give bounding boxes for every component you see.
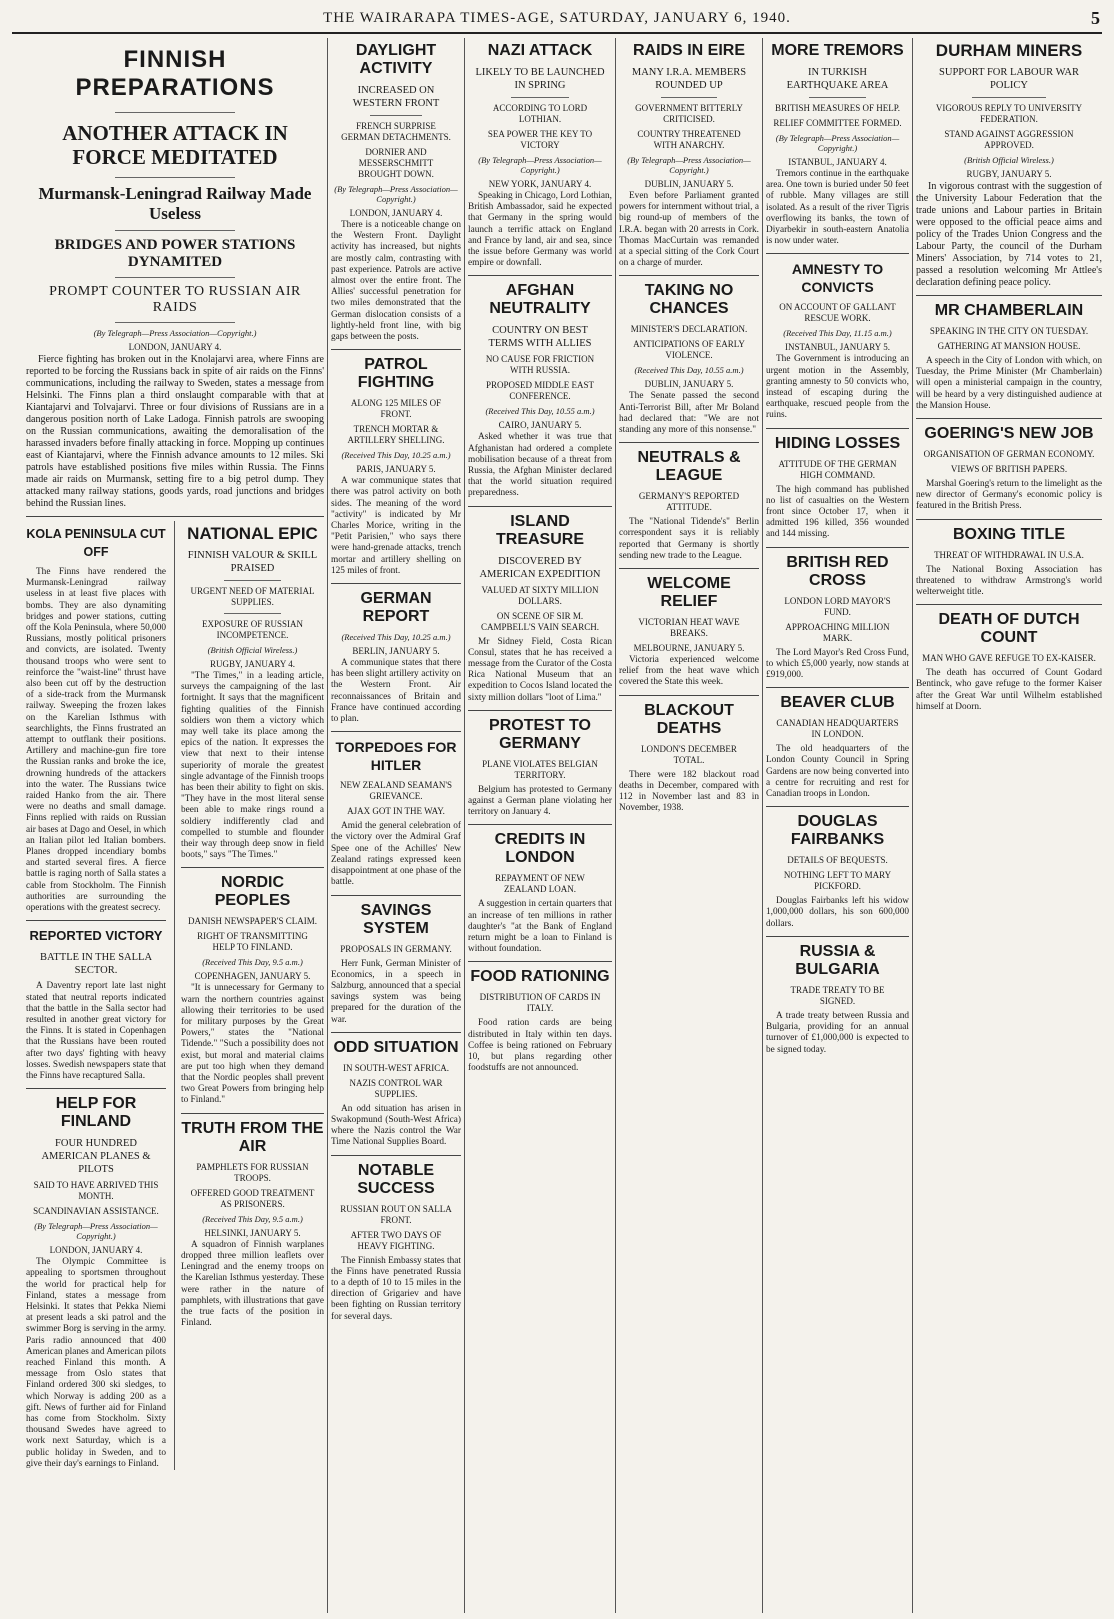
- article-subheadline: URGENT NEED OF MATERIAL SUPPLIES.: [190, 586, 315, 607]
- divider: [115, 177, 234, 178]
- credit-line: (By Telegraph—Press Association—Copyright.): [627, 155, 751, 175]
- article-headline: BLACKOUT DEATHS: [644, 701, 734, 737]
- divider: [115, 277, 234, 278]
- article-headline: AFGHAN NEUTRALITY: [489, 282, 591, 318]
- masthead-rule: [12, 32, 1102, 34]
- dateline: INSTANBUL, JANUARY 5.: [785, 342, 890, 353]
- article-subheadline: FRENCH SURPRISE GERMAN DETACHMENTS.: [341, 121, 451, 142]
- article-subheadline: MINISTER'S DECLARATION.: [630, 324, 748, 335]
- article-subheadline: ON ACCOUNT OF GALLANT RESCUE WORK.: [779, 302, 896, 324]
- article-body: Belgium has protested to Germany against a German plane violating her territory on January 4.: [468, 784, 612, 818]
- dateline: LONDON, JANUARY 4.: [49, 1245, 143, 1256]
- column-rule: [762, 38, 763, 1613]
- divider: [619, 275, 759, 276]
- article-subheadline: AFTER TWO DAYS OF HEAVY FIGHTING.: [350, 1229, 442, 1251]
- divider: [972, 97, 1046, 98]
- lead-headline: ANOTHER ATTACK IN FORCE MEDITATED: [62, 121, 288, 169]
- article-headline: SAVINGS SYSTEM: [360, 901, 432, 937]
- article-headline: NORDIC PEOPLES: [214, 874, 291, 910]
- divider: [331, 583, 461, 584]
- credit-line: (By Telegraph—Press Association—Copyright.): [93, 328, 257, 338]
- credit-line: (By Telegraph—Press Association—Copyright.): [775, 133, 900, 153]
- article-body: A war communique states that there was patrol activity on both sides. The meaning of the word "activity" is indicated by Mr Charles Morice, writing in the "Petit Parisien," who says there were hand-grenade attacks, trench mortar and artillery shelling on 125 miles of front.: [331, 476, 461, 576]
- article-subheadline: COUNTRY ON BEST TERMS WITH ALLIES: [488, 325, 592, 350]
- credit-line: (British Official Wireless.): [207, 645, 298, 655]
- article-body: A trade treaty between Russia and Bulgaria, providing for an annual turnover of £1,000,000 is expected to be signed today.: [766, 1010, 909, 1055]
- article-subheadline: DANISH NEWSPAPER'S CLAIM.: [187, 916, 318, 927]
- article-subheadline: FINNISH VALOUR & SKILL PRAISED: [187, 550, 318, 574]
- divider: [468, 710, 612, 711]
- credit-line: (Received This Day, 10.25 a.m.): [341, 450, 451, 461]
- article-body: The Finns have rendered the Murmansk-Leningrad railway useless in at least five places with bombs. They are also dynamiting bridges and power stations, cutting off the Kola Peninsula, where 50,000 Russians, mostly political prisoners and convicts, are isolated. Twenty thousand troops who were sent to reinforce the "waist-line" thrust have also been cut off by the destruction of a side-track from the Murmansk railway. Sweeping the frozen lakes on the Karelian Isthmus with searchlights, the Finns frustrated an attempt to outflank their positions. Artillery and machine-gun fire tore the Russian ranks and broke the ice, drowning hundreds of the attackers into the water. The Russians twice raided Hanko from the air. There were no deaths and small damage. Finns replied with raids on Russian air bases at Dago and Oesel, in which an Italian pilot led Italian bombers. Planes dropped incendiary bombs and started several fires. A fierce battle is raging north of Salla states a cable from Stockholm. The Finnish authorities are surrounding the operations with the greatest secrecy.: [26, 567, 166, 914]
- column-7: [916, 38, 1102, 1613]
- article-subheadline: SEA POWER THE KEY TO VICTORY: [487, 129, 593, 150]
- article-headline: BRITISH RED CROSS: [786, 553, 889, 589]
- article-subheadline: DORNIER AND MESSERSCHMITT BROUGHT DOWN.: [358, 147, 434, 179]
- divider: [916, 295, 1102, 296]
- article-headline: RAIDS IN EIRE: [632, 42, 745, 59]
- article-headline: KOLA PENINSULA CUT OFF: [26, 527, 166, 559]
- page-number: 5: [1091, 8, 1100, 28]
- divider: [331, 895, 461, 896]
- article-subheadline: COUNTRY THREATENED WITH ANARCHY.: [637, 129, 741, 150]
- divider: [468, 961, 612, 962]
- article-headline: ISLAND TREASURE: [495, 512, 584, 548]
- article-subheadline: LONDON LORD MAYOR'S FUND.: [784, 595, 891, 617]
- lead-subheadline: BRIDGES AND POWER STATIONS DYNAMITED: [54, 237, 296, 270]
- article-body: An odd situation has arisen in Swakopmund (South-West Africa) where the Nazis control the War Time National Supplies Board.: [331, 1103, 461, 1148]
- article-subheadline: ACCORDING TO LORD LOTHIAN.: [492, 103, 588, 124]
- divider: [766, 253, 909, 254]
- divider: [115, 112, 234, 113]
- article-body: The National Boxing Association has threatened to withdraw Armstrong's world welterweight title.: [916, 564, 1102, 598]
- article-subheadline: ANTICIPATIONS OF EARLY VIOLENCE.: [633, 339, 745, 361]
- article-body: There is a noticeable change on the Western Front. Daylight activity has increased, but nights are mostly calm, contrasting with past experience. Patrols are active almost over the entire front. The Allies' successful penetration for two miles demonstrated that the German dislocation consists of a lightly-held front line, with big gaps between the posts.: [331, 220, 461, 343]
- article-subheadline: CANADIAN HEADQUARTERS IN LONDON.: [776, 718, 899, 740]
- divider: [468, 506, 612, 507]
- article-subheadline: VALUED AT SIXTY MILLION DOLLARS.: [481, 584, 599, 606]
- article-headline: TAKING NO CHANCES: [644, 282, 734, 318]
- article-subheadline: NAZIS CONTROL WAR SUPPLIES.: [349, 1077, 443, 1099]
- dateline: HELSINKI, JANUARY 5.: [204, 1227, 301, 1238]
- credit-line: (Received This Day, 10.55 a.m.): [634, 365, 744, 376]
- divider: [181, 1113, 324, 1114]
- column-1: [26, 38, 324, 1613]
- dateline: RUGBY, JANUARY 5.: [966, 169, 1052, 179]
- divider: [331, 349, 461, 350]
- article-subheadline: DISTRIBUTION OF CARDS IN ITALY.: [479, 992, 601, 1014]
- article-subheadline: MAN WHO GAVE REFUGE TO EX-KAISER.: [922, 653, 1096, 664]
- article-subheadline: VICTORIAN HEAT WAVE BREAKS.: [638, 617, 740, 639]
- article-body: Marshal Goering's return to the limelight as the new director of Germany's economic policy is featured in the British Press.: [916, 479, 1102, 512]
- dateline: ISTANBUL, JANUARY 4.: [788, 157, 887, 167]
- divider: [916, 604, 1102, 605]
- article-headline: NOTABLE SUCCESS: [357, 1161, 435, 1197]
- article-body: In vigorous contrast with the suggestion of the University Labour Federation that the trade unions and Labour parties in Britain were opposed to the official peace aims and policy of the Trades Union Congress and the Labour Party, the council of the Durham Miners' Association, by 714 votes to 21, passed a resolution welcoming Mr Attlee's declaration defining peace policy.: [916, 181, 1102, 288]
- article-subheadline: ON SCENE OF SIR M. CAMPBELL'S VAIN SEARCH.: [480, 610, 600, 632]
- article-subheadline: AJAX GOT IN THE WAY.: [347, 806, 445, 817]
- article-subheadline: BRITISH MEASURES OF HELP.: [774, 103, 901, 113]
- divider: [766, 428, 909, 429]
- article-subheadline: MANY I.R.A. MEMBERS ROUNDED UP: [631, 67, 747, 91]
- article-headline: ODD SITUATION: [333, 1038, 459, 1056]
- column-4: [468, 38, 612, 1613]
- article-headline: DURHAM MINERS: [935, 41, 1083, 60]
- article-headline: NAZI ATTACK: [487, 42, 593, 59]
- article-subheadline: PLANE VIOLATES BELGIAN TERRITORY.: [482, 758, 598, 780]
- article-subheadline: IN SOUTH-WEST AFRICA.: [342, 1062, 450, 1073]
- divider: [331, 731, 461, 732]
- credit-line: (Received This Day, 9.5 a.m.): [202, 1213, 303, 1224]
- divider: [916, 418, 1102, 419]
- article-subheadline: DISCOVERED BY AMERICAN EXPEDITION: [479, 555, 601, 580]
- article-body: A squadron of Finnish warplanes dropped three million leaflets over Leningrad and the enemy troops on the Karelian Isthmus yesterday. These were rather in the nature of pamphlets, with illustrations that gave the true facts of the position in Finland.: [181, 1239, 324, 1329]
- divider: [766, 806, 909, 807]
- article-subheadline: LONDON'S DECEMBER TOTAL.: [641, 743, 737, 765]
- article-subheadline: NEW ZEALAND SEAMAN'S GRIEVANCE.: [340, 780, 452, 802]
- article-subheadline: SCANDINAVIAN ASSISTANCE.: [33, 1206, 159, 1217]
- article-body: There were 182 blackout road deaths in December, compared with 112 in November last and 83 in November, 1938.: [619, 769, 759, 814]
- article-headline: AMNESTY TO CONVICTS: [791, 261, 884, 296]
- divider: [619, 442, 759, 443]
- divider: [370, 115, 422, 116]
- dateline: RUGBY, JANUARY 4.: [209, 659, 296, 669]
- divider: [115, 230, 234, 231]
- dateline: LONDON, JANUARY 4.: [128, 342, 222, 352]
- dateline: PARIS, JANUARY 5.: [356, 464, 436, 475]
- article-subheadline: GERMANY'S REPORTED ATTITUDE.: [638, 491, 740, 513]
- article-body: The old headquarters of the London County Council in Spring Gardens are now being converted into a centre for recruiting and rest for Canadian troops in London.: [766, 744, 909, 800]
- article-subheadline: PAMPHLETS FOR RUSSIAN TROOPS.: [196, 1161, 309, 1183]
- article-body: The "National Tidende's" Berlin correspondent says it is reliably reported that Germany is shortly sending new trade to the League.: [619, 517, 759, 561]
- divider: [916, 519, 1102, 520]
- dateline: DUBLIN, JANUARY 5.: [644, 379, 734, 390]
- credit-line: (Received This Day, 9.5 a.m.): [202, 957, 303, 968]
- lead-subheadline: PROMPT COUNTER TO RUSSIAN AIR RAIDS: [49, 284, 301, 315]
- article-subheadline: SAID TO HAVE ARRIVED THIS MONTH.: [33, 1180, 159, 1202]
- article-headline: DAYLIGHT ACTIVITY: [355, 42, 437, 77]
- article-headline: CREDITS IN LONDON: [494, 831, 586, 867]
- article-body: The high command has published no list of casualties on the Western front since October 17, when it admitted 196 killed, 356 wounded and 144 missing.: [766, 484, 909, 540]
- article-headline: TORPEDOES FOR HITLER: [335, 739, 457, 774]
- article-body: Food ration cards are being distributed in Italy within ten days. Coffee is being rationed on February 10, but plans regarding other foodstuffs are not announced.: [468, 1018, 612, 1074]
- article-body: The Finnish Embassy states that the Finns have penetrated Russia to a depth of 10 to 15 miles in the direction of Grigariev and have been fighting on Russian territory for several days.: [331, 1255, 461, 1322]
- column-3: [331, 38, 461, 1613]
- article-headline: HIDING LOSSES: [774, 434, 901, 452]
- article-subheadline: LIKELY TO BE LAUNCHED IN SPRING: [475, 67, 605, 91]
- article-body: Even before Parliament granted powers for internment without trial, a big round-up of members of the I.R.A. began with 20 arrests in Cork. Thomas MacCurtain was remanded at a special sitting of the Cork Court on a charge of murder.: [619, 191, 759, 269]
- credit-line: (By Telegraph—Press Association—Copyright.): [478, 155, 602, 175]
- article-headline: RUSSIA & BULGARIA: [795, 942, 880, 978]
- article-subheadline: GOVERNMENT BITTERLY CRITICISED.: [635, 103, 743, 124]
- article-subheadline: NO CAUSE FOR FRICTION WITH RUSSIA.: [485, 354, 595, 376]
- credit-line: (By Telegraph—Press Association—Copyright.): [34, 1221, 158, 1242]
- divider: [468, 824, 612, 825]
- column-5: [619, 38, 759, 1613]
- divider: [331, 1032, 461, 1033]
- article-body: Amid the general celebration of the victory over the Admiral Graf Spee one of the Achilles' New Zealand ratings expressed keen disappointment at one phase of the battle.: [331, 821, 461, 888]
- divider: [661, 97, 717, 98]
- article-headline: FOOD RATIONING: [470, 968, 610, 986]
- article-subheadline: IN TURKISH EARTHQUAKE AREA: [786, 67, 889, 91]
- article-headline: MORE TREMORS: [771, 42, 904, 59]
- divider: [766, 936, 909, 937]
- credit-line: (Received This Day, 11.15 a.m.): [783, 328, 892, 339]
- article-body: "The Times," in a leading article, surveys the campaigning of the last fortnight. It says that the magnificent fighting qualities of the Finnish soldiers won them a victory which may well take its place among the epics of the nation. It expresses the view that next to their intense superiority of morale the greatest single advantage of the Finnish troops has been their ability to fight on skis. "They have in the most literal sense been able to make rings round a soldiery indifferently clad and compelled to stumble and flounder their way through deep snow in field boots," says "The Times.": [181, 671, 324, 861]
- masthead-title: THE WAIRARAPA TIMES-AGE, SATURDAY, JANUARY 6, 1940.: [323, 10, 791, 26]
- divider: [224, 613, 281, 614]
- dateline: MELBOURNE, JANUARY 5.: [633, 643, 745, 654]
- article-subheadline: EXPOSURE OF RUSSIAN INCOMPETENCE.: [201, 619, 304, 640]
- article-subheadline: GATHERING AT MANSION HOUSE.: [937, 341, 1081, 351]
- divider: [511, 97, 569, 98]
- article-headline: DEATH OF DUTCH COUNT: [938, 611, 1080, 647]
- article-subheadline: ALONG 125 MILES OF FRONT.: [350, 398, 442, 420]
- article-subheadline: INCREASED ON WESTERN FRONT: [352, 85, 440, 109]
- dateline: BERLIN, JANUARY 5.: [352, 646, 440, 657]
- article-subheadline: PROPOSED MIDDLE EAST CONFERENCE.: [485, 380, 594, 402]
- dateline: DUBLIN, JANUARY 5.: [644, 179, 734, 189]
- divider: [468, 275, 612, 276]
- column-6: [766, 38, 909, 1613]
- article-subheadline: RIGHT OF TRANSMITTING HELP TO FINLAND.: [197, 931, 308, 953]
- article-headline: MR CHAMBERLAIN: [934, 302, 1084, 319]
- article-subheadline: OFFERED GOOD TREATMENT AS PRISONERS.: [190, 1187, 315, 1209]
- article-subheadline: FOUR HUNDRED AMERICAN PLANES & PILOTS: [41, 1138, 151, 1176]
- article-body: The Government is introducing an urgent motion in the Assembly, granting amnesty to 50 convicts who, instead of escaping during the earthquake, rescued people from the ruins.: [766, 354, 909, 421]
- article-subheadline: PROPOSALS IN GERMANY.: [340, 943, 452, 954]
- divider: [26, 1088, 166, 1089]
- divider: [766, 687, 909, 688]
- credit-line: (Received This Day, 10.55 a.m.): [485, 406, 595, 417]
- column-rule: [327, 38, 328, 1613]
- article-subheadline: BATTLE IN THE SALLA SECTOR.: [39, 952, 153, 977]
- divider: [619, 568, 759, 569]
- column-rule: [615, 38, 616, 1613]
- dateline: CAIRO, JANUARY 5.: [498, 420, 582, 431]
- divider: [26, 920, 166, 921]
- article-body: Victoria experienced welcome relief from the heat wave which covered the State this week.: [619, 655, 759, 688]
- article-headline: PROTEST TO GERMANY: [489, 716, 591, 752]
- article-body: The Lord Mayor's Red Cross Fund, to which £5,000 yearly, now stands at £919,000.: [766, 647, 909, 681]
- article-headline: HELP FOR FINLAND: [55, 1095, 137, 1131]
- article-headline: GERMAN REPORT: [360, 590, 432, 626]
- article-body: The death has occurred of Count Godard Bentinck, who gave refuge to the former Kaiser after the Great War until Wilhelm established himself at Doorn.: [916, 668, 1102, 712]
- article-body: "It is unnecessary for Germany to warn the northern countries against allowing their territories to be used for military purposes by the Great Powers," states the "National Tidende." "Such a possibility does not exist, but moral and material claims are put too high when they demand that the Nordic peoples shall prevent two Great Powers from bringing help to Finland.": [181, 983, 324, 1106]
- article-body: Asked whether it was true that Afghanistan had ordered a complete mobilisation because of a threat from Russia, the Afghan Minister declared that the world situation required preparedness.: [468, 432, 612, 499]
- credit-line: (British Official Wireless.): [964, 155, 1054, 165]
- article-body: Douglas Fairbanks left his widow 1,000,000 dollars, his son 600,000 dollars.: [766, 896, 909, 929]
- article-subheadline: VIGOROUS REPLY TO UNIVERSITY FEDERATION.: [935, 103, 1083, 124]
- article-subheadline: THREAT OF WITHDRAWAL IN U.S.A.: [934, 549, 1084, 560]
- divider: [115, 322, 234, 323]
- dateline: COPENHAGEN, JANUARY 5.: [194, 971, 311, 982]
- article-headline: NEUTRALS & LEAGUE: [637, 449, 741, 485]
- article-subheadline: SUPPORT FOR LABOUR WAR POLICY: [939, 67, 1079, 91]
- credit-line: (By Telegraph—Press Association—Copyright.): [334, 184, 458, 204]
- article-headline: GOERING'S NEW JOB: [924, 425, 1094, 443]
- article-subheadline: SPEAKING IN THE CITY ON TUESDAY.: [929, 326, 1089, 336]
- article-subheadline: NOTHING LEFT TO MARY PICKFORD.: [783, 870, 892, 892]
- article-subheadline: DETAILS OF BEQUESTS.: [787, 855, 888, 866]
- article-headline: REPORTED VICTORY: [29, 928, 163, 944]
- article-body: The Olympic Committee is appealing to sportsmen throughout the world for practical help for Finland, states a message from Helsinki. It states that Pekka Niemi at present leads a ski patrol and the swimmer Borg is serving in the army. Paris radio announced that 400 American planes and American pilots reached Finland this month. A message from Oslo states that Finland ordered 300 ski sledges, to which Norway is adding 200 as a gift. News of further aid for Finland has come from Stockholm. Sixty thousand Swedes have agreed to work next Saturday, which is a public holiday in Sweden, and to give their day's earnings to Finland.: [26, 1257, 166, 1469]
- article-headline: PATROL FIGHTING: [357, 356, 435, 392]
- article-subheadline: TRENCH MORTAR & ARTILLERY SHELLING.: [347, 424, 445, 446]
- credit-line: (Received This Day, 10.25 a.m.): [341, 632, 451, 643]
- article-body: A communique states that there has been slight artillery activity on the Western Front. Air reconnaissances of Britain and France have continued according to plan.: [331, 658, 461, 725]
- article-headline: NATIONAL EPIC: [187, 524, 318, 543]
- article-subheadline: REPAYMENT OF NEW ZEALAND LOAN.: [495, 873, 585, 895]
- article-subheadline: ATTITUDE OF THE GERMAN HIGH COMMAND.: [778, 458, 897, 480]
- article-body: A suggestion in certain quarters that an increase of ten millions in rather daughter's "at the Bank of England return might be a loan to Finland is without foundation.: [468, 899, 612, 955]
- article-subheadline: APPROACHING MILLION MARK.: [785, 621, 890, 643]
- article-subheadline: STAND AGAINST AGGRESSION APPROVED.: [944, 129, 1074, 150]
- article-headline: BEAVER CLUB: [780, 694, 895, 712]
- article-body: Speaking in Chicago, Lord Lothian, British Ambassador, said he expected that Germany in the spring would launch a terrific attack on England and France by land, air and sea, since the issue before Germany was world empire or downfall.: [468, 191, 612, 269]
- masthead: [10, 6, 1104, 32]
- column-rule: [912, 38, 913, 1613]
- divider: [809, 97, 866, 98]
- banner-headline: FINNISH PREPARATIONS: [75, 46, 275, 101]
- divider: [619, 695, 759, 696]
- article-body: Herr Funk, German Minister of Economics, in a speech in Salzburg, announced that a special savings system was being prepared for the duration of the war.: [331, 958, 461, 1025]
- article-headline: DOUGLAS FAIRBANKS: [790, 813, 885, 849]
- divider: [181, 867, 324, 868]
- article-subheadline: TRADE TREATY TO BE SIGNED.: [790, 984, 885, 1006]
- column-rule: [464, 38, 465, 1613]
- divider: [224, 580, 281, 581]
- article-subheadline: RELIEF COMMITTEE FORMED.: [773, 118, 902, 128]
- divider: [331, 1155, 461, 1156]
- article-body: A speech in the City of London with which, on Tuesday, the Prime Minister (Mr Chamberlain) will open a ministerial campaign in the country, will be heard by a very distinguished audience at the Mansion House.: [916, 356, 1102, 411]
- divider: [766, 547, 909, 548]
- article-body: Fierce fighting has broken out in the Knolajarvi area, where Finns are reported to be forcing the Russians back in spite of air raids on the Finns' communications, including the railway to Sweden, states a message from Helsinki. The Finns plan a third onslaught comparable with that at Kiantajarvi and Tolvajarvi. Three or four divisions of Russians are in a dangerous position north of Lake Ladoga. Finnish patrols are swooping on the Russian communications, awaiting the demoralisation of the harassed invaders before finally attacking in force. Mopping up continues east of Kiantajarvi, where the Finnish advance amounts to 12 miles. Ski patrols have established positions five miles within Russia. The Finns made air raids on Murmansk, setting fire to a big petrol dump. They attacked many railway stations, goods yards, road junctions and bridges behind the Russian lines.: [26, 354, 324, 509]
- article-subheadline: RUSSIAN ROUT ON SALLA FRONT.: [340, 1203, 452, 1225]
- dateline: NEW YORK, JANUARY 4.: [488, 179, 592, 189]
- article-subheadline: VIEWS OF BRITISH PAPERS.: [950, 464, 1068, 475]
- article-headline: TRUTH FROM THE AIR: [181, 1119, 324, 1155]
- article-headline: BOXING TITLE: [953, 525, 1065, 543]
- article-subheadline: ORGANISATION OF GERMAN ECONOMY.: [923, 449, 1095, 460]
- article-body: Tremors continue in the earthquake area. One town is buried under 50 feet of rubble. Many villages are still isolated. As a result of the river Tigris overflowing its banks, the town of Diyarbekir in south-eastern Anatolia is now under water.: [766, 169, 909, 247]
- dateline: LONDON, JANUARY 4.: [349, 208, 443, 218]
- article-body: A Daventry report late last night stated that neutral reports indicated that the battle in the Salla sector had resulted in another great victory for the Finns. It is stated in Copenhagen that the Russians have been routed after two days' fighting with heavy losses. Swedish newspapers state that the Finns have recaptured Salla.: [26, 981, 166, 1081]
- article-body: Mr Sidney Field, Costa Rican Consul, states that he has received a message from the Curator of the Costa Rica National Museum that an expedition to Cocos Island located the sixty million dollars "loot of Lima.": [468, 636, 612, 703]
- article-headline: WELCOME RELIEF: [647, 575, 731, 611]
- article-body: The Senate passed the second Anti-Terrorist Bill, after Mr Boland had declared that: "We are not standing any more of this nonsense.": [619, 391, 759, 436]
- lead-subheadline: Murmansk-Leningrad Railway Made Useless: [38, 184, 312, 223]
